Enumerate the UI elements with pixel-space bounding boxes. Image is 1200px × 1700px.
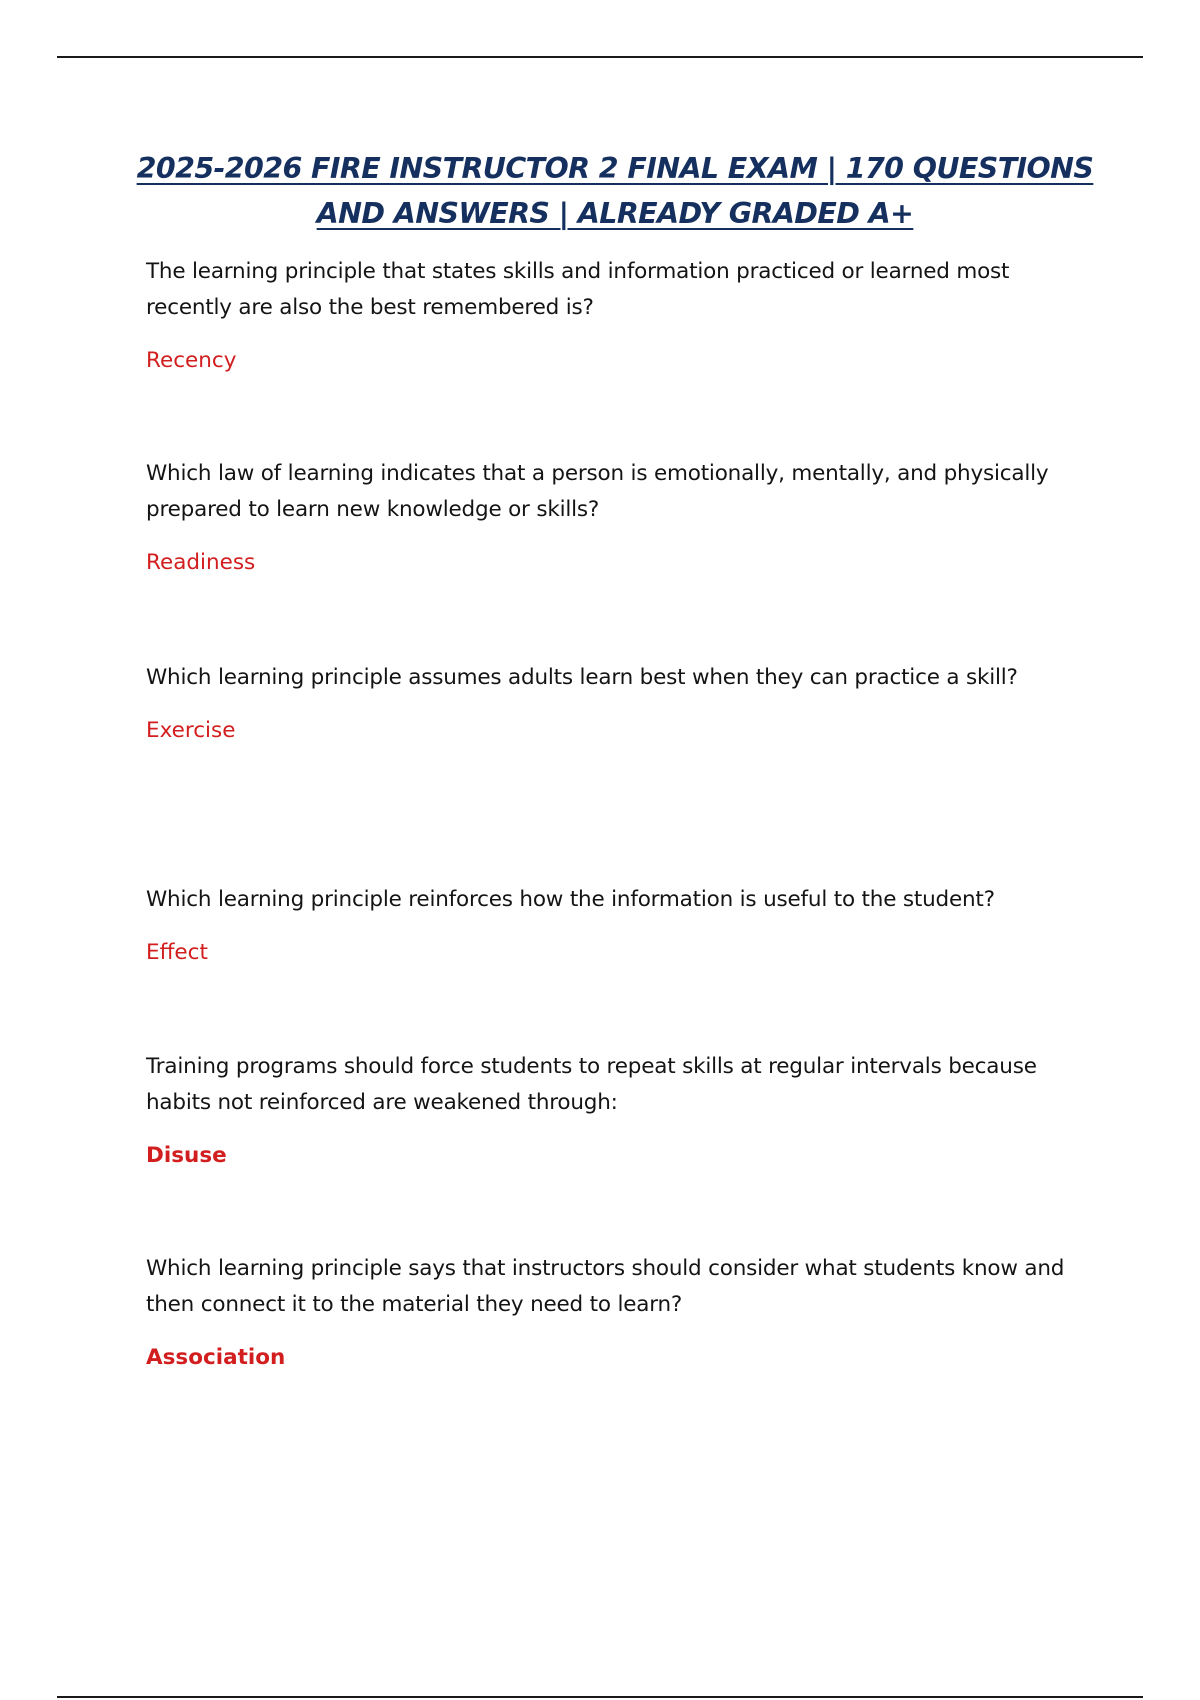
qa-item-6 xyxy=(146,1251,1096,1373)
question-text: The learning principle that states skills and information practiced or learned most recently are also the best remembered is? xyxy=(146,259,1010,320)
qa-item-3 xyxy=(146,660,1096,746)
bottom-rule xyxy=(57,1696,1143,1698)
question-text: Which learning principle assumes adults learn best when they can practice a skill? xyxy=(146,665,1018,690)
answer-text: Exercise xyxy=(146,718,236,743)
question-text: Training programs should force students to repeat skills at regular intervals because habits not reinforced are weakened through: xyxy=(146,1054,1037,1115)
qa-item-4 xyxy=(146,882,1096,968)
page-title xyxy=(120,146,1110,236)
answer-text: Recency xyxy=(146,348,237,373)
qa-item-2 xyxy=(146,456,1096,578)
answer-text: Effect xyxy=(146,940,208,965)
answer-text: Association xyxy=(146,1345,286,1370)
title-line-1: 2025-2026 FIRE INSTRUCTOR 2 FINAL EXAM | 170 QUESTIONS xyxy=(136,152,1094,185)
title-line-2: AND ANSWERS | ALREADY GRADED A+ xyxy=(316,197,914,230)
top-rule xyxy=(57,56,1143,58)
question-text: Which learning principle says that instructors should consider what students know and then connect it to the material they need to learn? xyxy=(146,1256,1065,1317)
answer-text: Disuse xyxy=(146,1143,227,1168)
question-text: Which law of learning indicates that a person is emotionally, mentally, and physically prepared to learn new knowledge or skills? xyxy=(146,461,1049,522)
question-text: Which learning principle reinforces how the information is useful to the student? xyxy=(146,887,995,912)
qa-item-1 xyxy=(146,254,1096,376)
answer-text: Readiness xyxy=(146,550,256,575)
qa-item-5 xyxy=(146,1049,1096,1171)
